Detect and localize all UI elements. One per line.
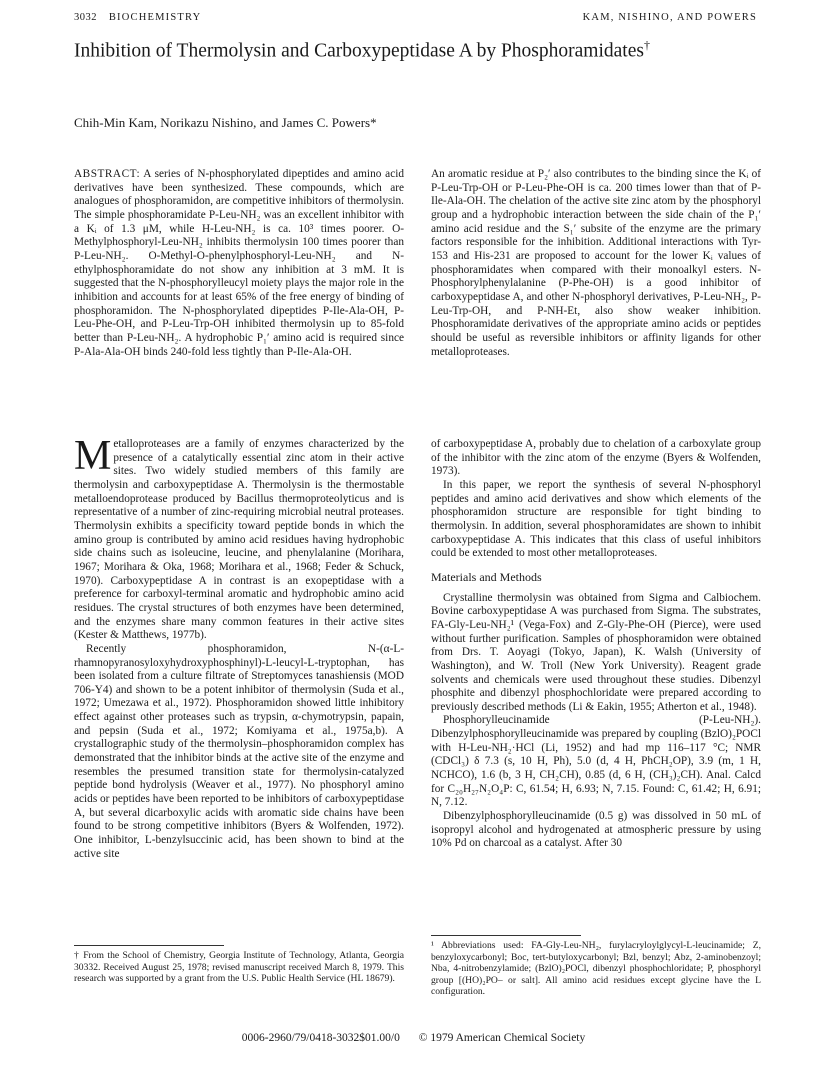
copyright-notice: © 1979 American Chemical Society [418,1032,586,1044]
running-head-authors: KAM, NISHINO, AND POWERS [582,12,757,23]
footnote-right [431,940,761,998]
body-left-column [74,433,405,861]
footnote-left [74,950,404,985]
article-title-block [74,34,674,63]
footnote-abbreviations: ¹ Abbreviations used: FA-Gly-Leu-NH₂, furylacryloylglycyl-L-leucinamide; Z, benzyloxycarbonyl; Boc, tert-butyloxycarbonyl; Bzl, benzyl; Abz, 2-aminobenzoyl; Nba, 4-nitrobenzylamide; (BzlO)₂POCl, dibenzyl phosphochloridate; P, phosphoryl group [(HO)₂PO– or salt]. All amino acid residues except glycine have the L configuration. [431,940,761,998]
title-footnote-mark: † [643,38,650,52]
methods-paragraph-3: Dibenzylphosphorylleucinamide (0.5 g) was dissolved in 50 mL of isopropyl alcohol and hydrogenated at atmospheric pressure by using 10% Pd on charcoal as a catalyst. After 30 [431,810,761,850]
journal-name: BIOCHEMISTRY [108,12,202,23]
page-number: 3032 [74,12,97,23]
section-heading-methods: Materials and Methods [431,569,542,584]
abstract-text-left: A series of N-phosphorylated dipeptides and amino acid derivatives have been synthesized. These compounds, which are analogues of phosphoramidon, are competitive inhibitors of thermolysin. The simple phosphoramidate P-Leu-NH₂ was an excellent inhibitor with a Kᵢ of 1.3 μM, while H-Leu-NH₂ is ca. 10³ times poorer. O-Methylphosphoryl-Leu-NH₂ inhibits thermolysin 100 times poorer than P-Leu-NH₂. O-Methyl-O-phenylphosphoryl-Leu-NH₂ and N-ethylphosphoramidate do not show any inhibition at 3 mM. It is suggested that the N-phosphorylleucyl moiety plays the major role in the inhibition and accounts for at least 65% of the free energy of binding of phosphoramidon. The N-phosphorylated dipeptides P-Ile-Ala-OH, P-Leu-Phe-OH, and P-Leu-Trp-OH inhibited thermolysin up to 85-fold better than P-Leu-NH₂. A hydrophobic P₁′ amino acid is required since P-Ala-Ala-OH binds 240-fold less tightly than P-Ile-Ala-OH. [74,168,404,358]
article-title: Inhibition of Thermolysin and Carboxypeptidase A by Phosphoramidates [74,40,644,62]
running-head [74,12,757,30]
abstract-right-column [431,168,761,359]
footnote-rule-left [74,945,224,946]
abstract-left-column [74,168,404,359]
methods-paragraph-1: Crystalline thermolysin was obtained from Sigma and Calbiochem. Bovine carboxypeptidase A was purchased from Sigma. The substrates, FA-Gly-Leu-NH₂¹ (Vega-Fox) and Z-Gly-Phe-OH (Pierce), were used without further purification. Samples of phosphoramidon were obtained from Drs. T. Aoyagi (Tokyo, Japan), K. Walsh (University of Washington), and W. Troll (New York University). Reagent grade solvents and chemicals were used throughout these studies. Dibenzyl phosphite and dibenzyl phosphochloridate were prepared according to previously described methods (Li & Eakin, 1955; Atherton et al., 1948). [431,591,761,713]
abstract-text-right: An aromatic residue at P₂′ also contributes to the binding since the Kᵢ of P-Leu-Trp-OH or P-Leu-Phe-OH is ca. 200 times lower than that of P-Ile-Ala-OH. The chelation of the active site zinc atom by the phosphoryl group and a hydrophobic interaction between the side chain of the P₁′ amino acid residue and the S₁′ subsite of the enzyme are the primary factors responsible for the inhibition. Additional interactions with Tyr-153 and His-231 are proposed to account for the lower Kᵢ values of phosphoramidates when compared with their monoalkyl esters. N-Phosphorylphenylalanine (P-Phe-OH) is a good inhibitor of carboxypeptidase A, and other N-phosphoryl derivatives, P-Leu-NH₂, P-Leu-Trp-OH, and P-NH-Et, also show weaker inhibition. Phosphoramidate derivatives of the appropriate amino acids or peptides should be useful as reversible inhibitors or affinity ligands for other metalloproteases. [431,168,761,358]
intro-paragraph-2: Recently phosphoramidon, N-(α-L-rhamnopyranosyloxyhydroxyphosphinyl)-L-leucyl-L-tryptophan, has been isolated from a culture filtrate of Streptomyces tanashiensis (MOD 706-Y4) and shown to be a potent inhibitor of thermolysin (Suda et al., 1972; Umezawa et al., 1972). Phosphoramidon showed little inhibitory effect against other proteases such as trypsin, α-chymotrypsin, papain, and pepsin (Suda et al., 1972; Komiyama et al., 1975a,b). A crystallographic study of the thermolysin–phosphoramidon complex has demonstrated that the inhibitor binds at the active site of the enzyme and resembles the presumed transition state for thermolysin-catalyzed peptide bond hydrolysis (Weaver et al., 1977). No phosphoryl amino acids or peptides have been reported to be inhibitors of carboxypeptidase A, but several dicarboxylic acids with aromatic side chains have been found to be strong competitive inhibitors (Byers & Wolfenden, 1972). One inhibitor, L-benzylsuccinic acid, has been shown to bind at the active site [74,642,405,860]
footnote-rule-right [431,935,581,936]
footnote-affiliation: † From the School of Chemistry, Georgia Institute of Technology, Atlanta, Georgia 30332. Received August 25, 1978; revised manuscript received March 8, 1979. This research was supported by a grant from the U.S. Public Health Service (HL 18679). [74,950,404,985]
methods-paragraph-2: Phosphorylleucinamide (P-Leu-NH₂). Dibenzylphosphorylleucinamide was prepared by coupling (BzlO)₂POCl with H-Leu-NH₂·HCl (Li, 1952) and had mp 116–117 °C; NMR (CDCl₃) δ 7.3 (s, 10 H, Ph), 5.0 (d, 4 H, PhCH₂OP), 3.9 (m, 1 H, NCHCO), 1.6 (b, 3 H, CH₂CH), 0.85 (d, 6 H, (CH₃)₂CH). Anal. Calcd for C₂₀H₂₇N₂O₄P: C, 61.54; H, 6.93; N, 7.15. Found: C, 61.42; H, 6.91; N, 7.12. [431,714,761,809]
abstract-label: ABSTRACT: [74,168,141,180]
article-code: 0006-2960/79/0418-3032$01.00/0 [241,1032,400,1044]
running-head-left [74,12,201,23]
body-right-column [431,438,761,851]
intro-paragraph-4: In this paper, we report the synthesis of several N-phosphoryl peptides and amino acid derivatives and show which elements of the phosphoramidon structure are responsible for tight binding to thermolysin. In addition, several phosphoramidates are shown to inhibit carboxypeptidase A. This indicates that this class of useful inhibitors could be extended to most other metalloproteases. [431,478,761,560]
page-footer [0,1032,827,1044]
author-list: Chih-Min Kam, Norikazu Nishino, and James C. Powers* [74,115,377,130]
intro-paragraph-3: of carboxypeptidase A, probably due to chelation of a carboxylate group of the inhibitor with the zinc atom of the enzyme (Byers & Wolfenden, 1973). [431,438,761,478]
drop-cap: M [74,433,112,479]
intro-paragraph-1: etalloproteases are a family of enzymes characterized by the presence of a catalytically essential zinc atom in their active sites. Two widely studied members of this family are thermolysin and carboxypeptidase A. Thermolysin is the thermostable metalloendoprotease produced by Bacillus thermoproteolyticus and is representative of a number of zinc-requiring microbial neutral proteases. Thermolysin exhibits a specificity toward peptide bonds in which the amino group is contributed by amino acid residues having hydrophobic side chains such as isoleucine, leucine, and phenylalanine (Morihara, 1967; Morihara & Oka, 1968; Morihara et al., 1968; Feder & Schuck, 1970). Carboxypeptidase A in contrast is an exopeptidase with a preference for carboxyl-terminal aromatic and hydrophobic amino acid residues. The crystal structures of both enzymes have been determined, and the enzymes share many common features in their active sites (Kester & Matthews, 1977b). [74,438,404,642]
